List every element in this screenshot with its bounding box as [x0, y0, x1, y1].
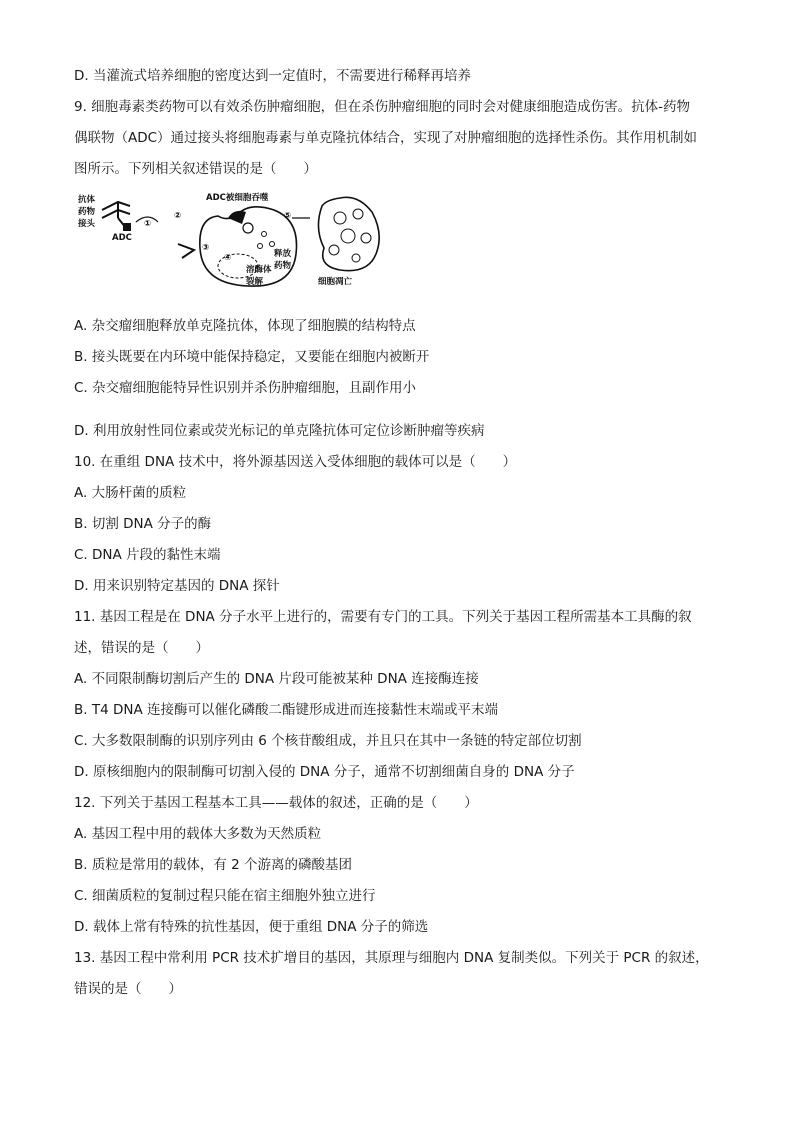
drug-dot	[262, 232, 267, 237]
label-engulfed: ADC被细胞吞噬	[206, 193, 269, 203]
adc-mechanism-figure	[78, 188, 388, 292]
label-step4: ④	[224, 253, 232, 263]
fragment	[334, 212, 346, 224]
label-lyso1: 溶酶体	[246, 265, 272, 275]
label-lyso2: 裂解	[246, 277, 264, 287]
adc-outside	[178, 244, 194, 258]
q11-option-d: D. 原核细胞内的限制酶可切割入侵的 DNA 分子，通常不切割细菌自身的 DNA 分子	[74, 764, 575, 780]
label-step3: ③	[202, 243, 210, 253]
label-step5: ⑤	[284, 211, 292, 221]
label-adc: ADC	[112, 233, 132, 243]
label-antibody: 抗体	[78, 195, 96, 205]
q12-option-b: B. 质粒是常用的载体，有 2 个游离的磷酸基团	[74, 857, 353, 873]
drug-dot	[270, 242, 275, 247]
q12-option-a: A. 基因工程中用的载体大多数为天然质粒	[74, 826, 322, 842]
label-release1: 释放	[274, 249, 292, 259]
q11-option-c: C. 大多数限制酶的识别序列由 6 个核苷酸组成，并且只在其中一条链的特定部位切割	[74, 733, 582, 749]
adc-molecule	[102, 202, 130, 230]
q9-stem-line2: 偶联物（ADC）通过接头将细胞毒素与单克隆抗体结合，实现了对肿瘤细胞的选择性杀伤。其作用机制如	[74, 130, 698, 146]
q10-stem: 10. 在重组 DNA 技术中，将外源基因送入受体细胞的载体可以是（ ）	[74, 454, 517, 470]
q10-option-a: A. 大肠杆菌的质粒	[74, 485, 187, 501]
q9-option-d: D. 利用放射性同位素或荧光标记的单克隆抗体可定位诊断肿瘤等疾病	[74, 423, 485, 439]
q9-option-c: C. 杂交瘤细胞能特异性识别并杀伤肿瘤细胞，且副作用小	[74, 380, 417, 396]
label-death: 细胞凋亡	[318, 277, 353, 287]
q12-option-d: D. 载体上常有特殊的抗性基因，便于重组 DNA 分子的筛选	[74, 919, 429, 935]
q11-option-a: A. 不同限制酶切割后产生的 DNA 片段可能被某种 DNA 连接酶连接	[74, 671, 479, 687]
q11-option-b: B. T4 DNA 连接酶可以催化磷酸二酯键形成进而连接黏性末端或平末端	[74, 702, 498, 718]
label-step1: ①	[144, 219, 152, 229]
fragment	[353, 209, 363, 219]
label-step2: ②	[174, 211, 182, 221]
q9-option-b: B. 接头既要在内环境中能保持稳定，又要能在细胞内被断开	[74, 349, 430, 365]
q11-stem-line1: 11. 基因工程是在 DNA 分子水平上进行的，需要有专门的工具。下列关于基因工程所需基本工具酶的叙	[74, 609, 692, 625]
fragment	[352, 254, 360, 262]
q9-stem-line1: 9. 细胞毒素类药物可以有效杀伤肿瘤细胞，但在杀伤肿瘤细胞的同时会对健康细胞造成伤害。抗体-药物	[74, 99, 691, 115]
adc-diagram	[78, 188, 388, 292]
label-release2: 药物	[274, 261, 292, 271]
q13-stem-line2: 错误的是（ ）	[74, 981, 182, 997]
fragment	[341, 229, 355, 243]
fragment	[361, 233, 371, 243]
q9-option-a: A. 杂交瘤细胞释放单克隆抗体，体现了细胞膜的结构特点	[74, 318, 416, 334]
q12-stem: 12. 下列关于基因工程基本工具——载体的叙述，正确的是（ ）	[74, 795, 478, 811]
q11-stem-line2: 述，错误的是（ ）	[74, 640, 209, 656]
dying-cell	[318, 197, 379, 270]
q10-option-b: B. 切割 DNA 分子的酶	[74, 516, 212, 532]
q13-stem-line1: 13. 基因工程中常利用 PCR 技术扩增目的基因，其原理与细胞内 DNA 复制类似。下列关于 PCR 的叙述，	[74, 950, 709, 966]
q10-option-c: C. DNA 片段的黏性末端	[74, 547, 221, 563]
receptor-binding	[228, 211, 246, 224]
label-drug: 药物	[78, 207, 96, 217]
drug-dot	[258, 244, 263, 249]
q9-stem-line3: 图所示。下列相关叙述错误的是（ ）	[74, 161, 317, 177]
q8-option-d: D. 当灌流式培养细胞的密度达到一定值时，不需要进行稀释再培养	[74, 68, 471, 84]
vesicle	[243, 223, 253, 233]
label-linker: 接头	[78, 219, 96, 229]
q10-option-d: D. 用来识别特定基因的 DNA 探针	[74, 578, 280, 594]
q12-option-c: C. 细菌质粒的复制过程只能在宿主细胞外独立进行	[74, 888, 376, 904]
fragment	[329, 245, 339, 255]
